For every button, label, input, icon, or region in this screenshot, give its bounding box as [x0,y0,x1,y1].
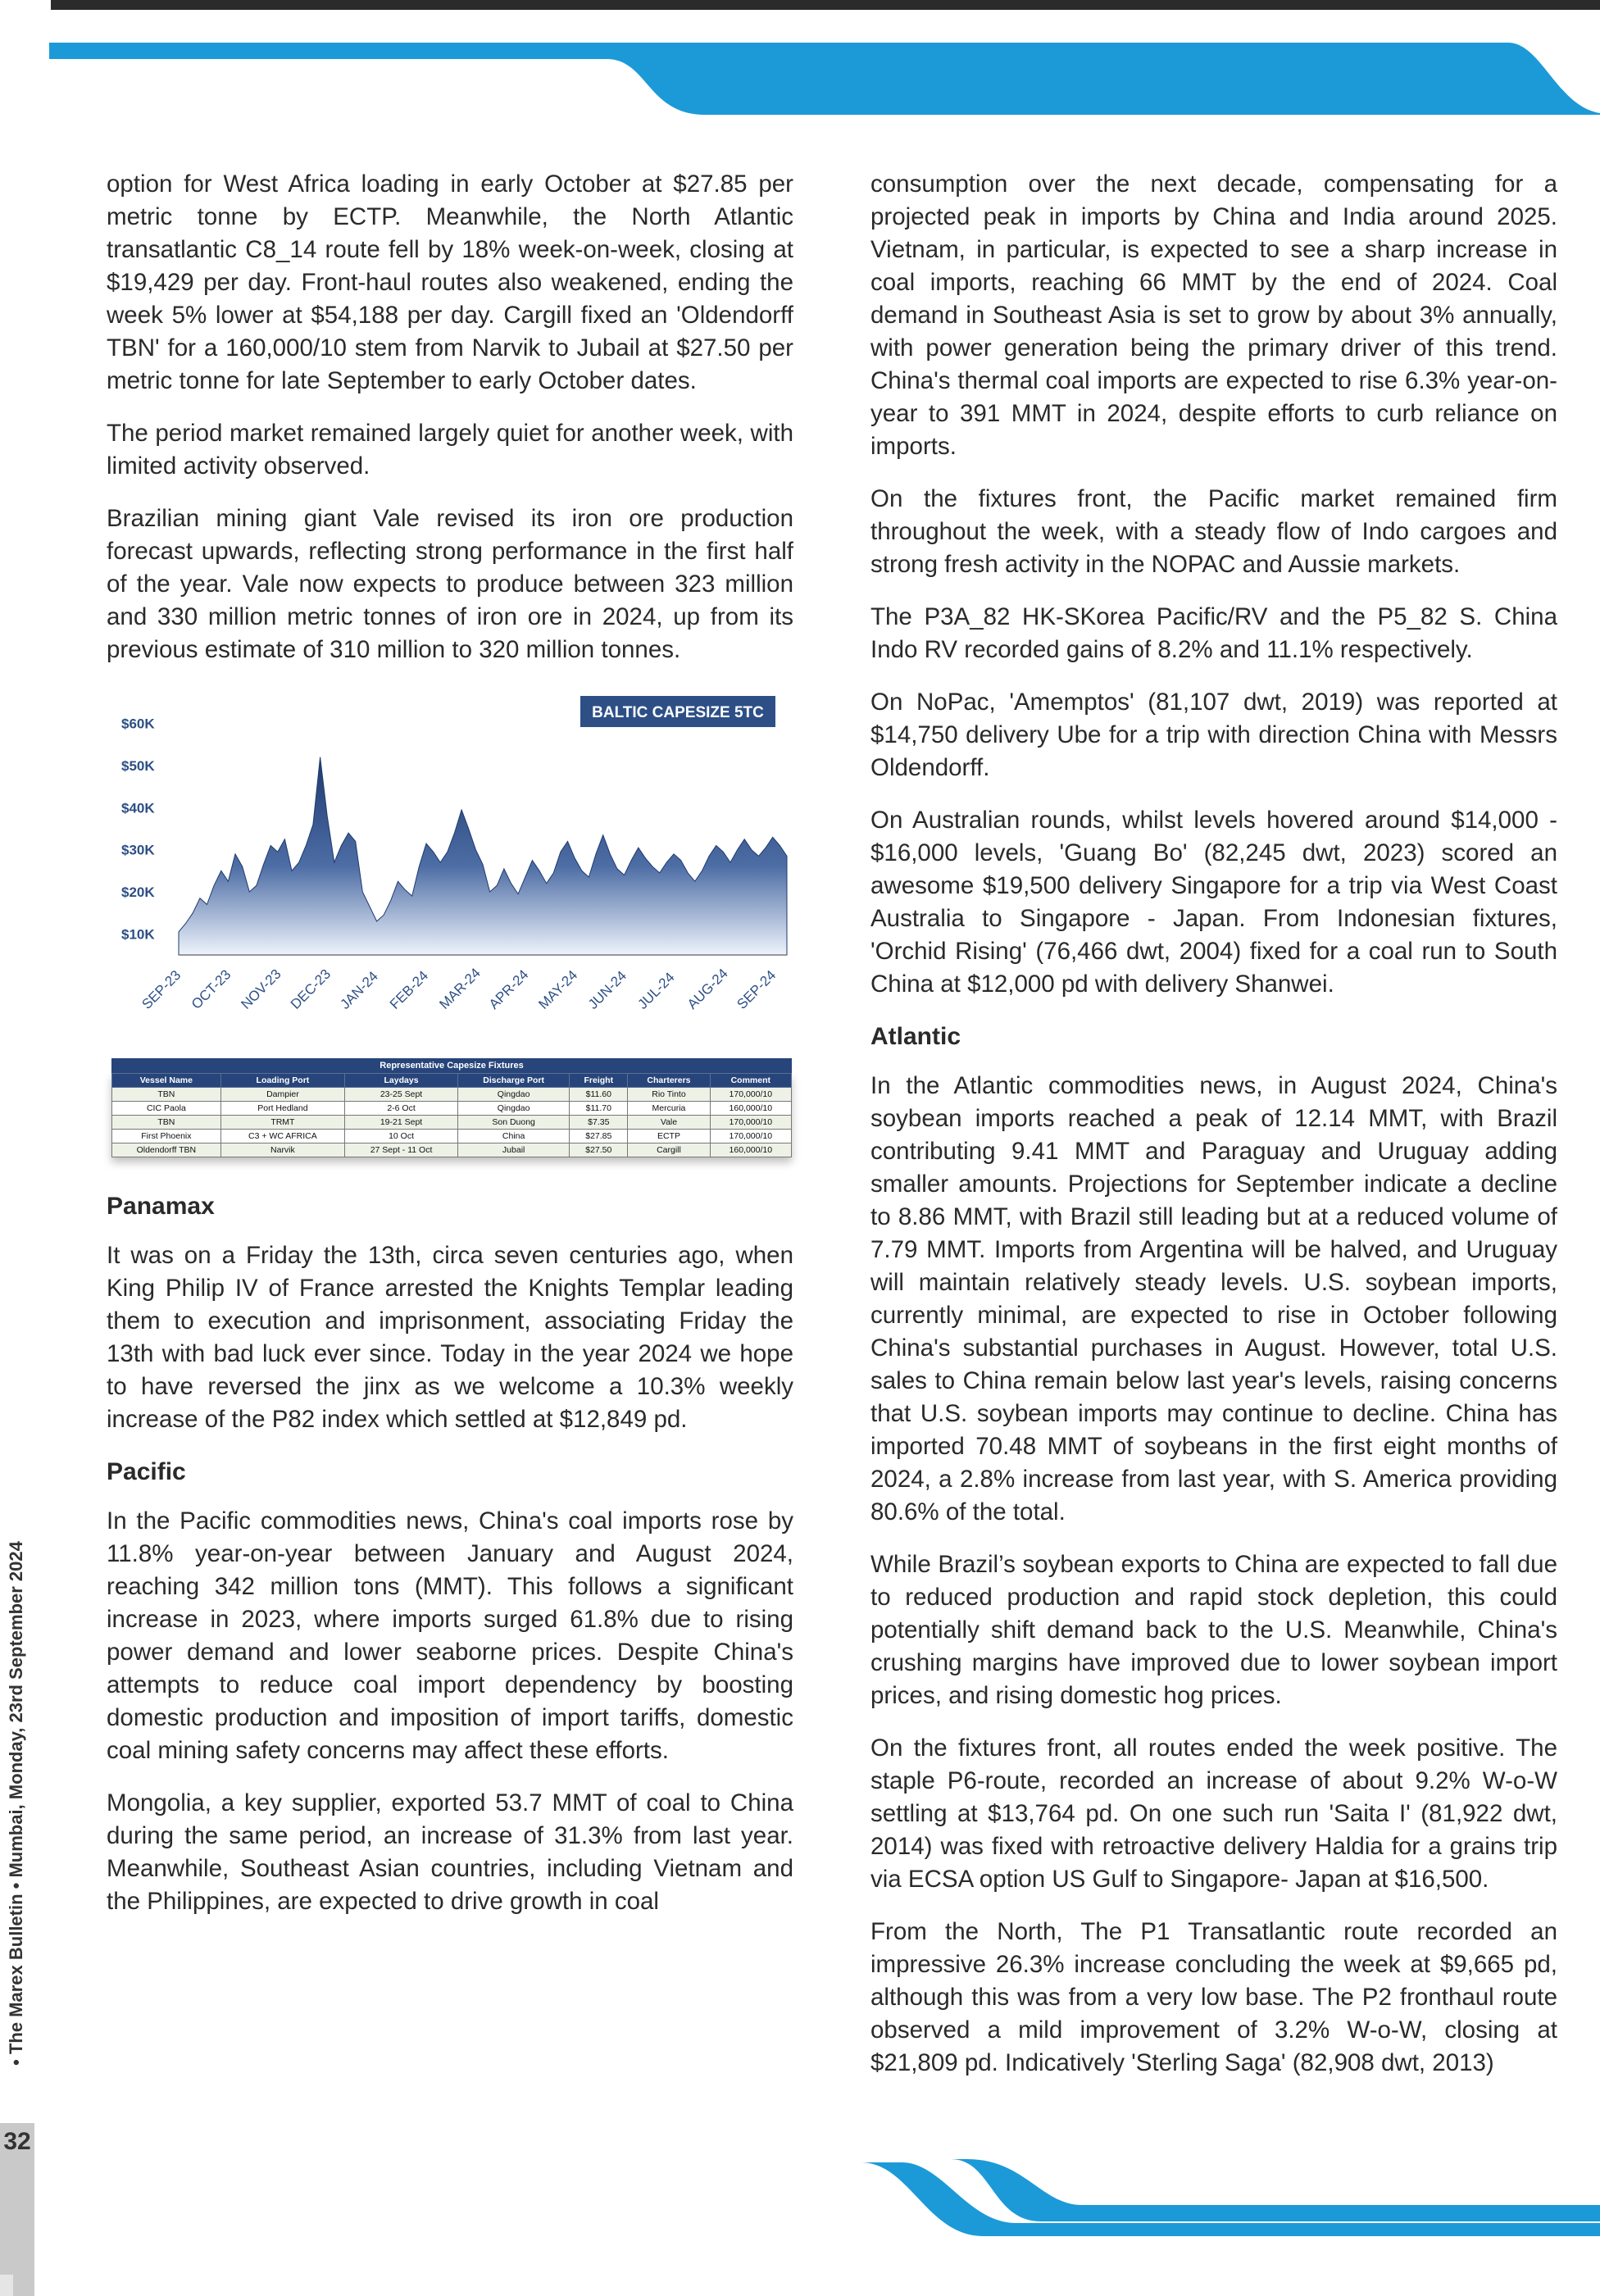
fixtures-cell: 160,000/10 [710,1143,791,1157]
side-publication-line [0,1475,33,2131]
fixtures-cell: Jubail [458,1143,570,1157]
left-paragraph-3: Brazilian mining giant Vale revised its iron ore production forecast upwards, reflecting strong performance in the first half of the year. Vale now expects to produce between 323 million and 330 million metric tonnes of iron ore in 2024, up from its previous estimate of 310 million to 320 million tonnes. [107,505,793,663]
fixtures-cell: TBN [112,1088,221,1102]
fixtures-cell: 170,000/10 [710,1116,791,1130]
x-tick-label: OCT-23 [188,966,234,1012]
fixtures-cell: CIC Paola [112,1102,221,1116]
fixtures-caption: Representative Capesize Fixtures [111,1058,792,1073]
chart-area-series [179,757,787,955]
fixtures-cell: Narvik [220,1143,344,1157]
y-tick-label: $20K [121,884,155,900]
x-tick-label: SEP-23 [139,966,184,1012]
fixtures-cell: Cargill [628,1143,710,1157]
right-paragraph-6: In the Atlantic commodities news, in August 2024, China's soybean imports reached a peak of 12.14 MMT, with Brazil contributing 9.41 MMT and Paraguay and Uruguay adding smaller amounts. Projections for September indicate a decline to 8.86 MMT, with Brazil still leading but at a reduced volume of 7.79 MMT. Imports from Argentina will be halved, and Uruguay will maintain relatively steady levels. U.S. soybean imports, currently minimal, are expected to rise in October following China's substantial purchases in August. However, total U.S. sales to China remain below last year's levels, raising concerns that U.S. soybean imports may continue to decline. China has imported 70.48 MMT of soybeans in the first eight months of 2024, a 2.8% increase from last year, with S. America providing 80.6% of the total. [870,1072,1557,1525]
fixtures-cell: 19-21 Sept [345,1116,458,1130]
right-paragraph-2: On the fixtures front, the Pacific market remained firm throughout the week, with a steady flow of Indo cargoes and strong fresh activity in the NOPAC and Aussie markets. [870,485,1557,578]
capesize-fixtures-table [111,1058,792,1157]
right-paragraph-7: While Brazil’s soybean exports to China are expected to fall due to reduced production and rapid stock depletion, this could potentially shift demand back to the U.S. Meanwhile, China's crushing margins have improved due to lower soybean import prices, and rising domestic hog prices. [870,1551,1557,1709]
left-paragraph-2: The period market remained largely quiet for another week, with limited activity observed. [107,420,793,480]
fixtures-cell: $11.60 [570,1088,628,1102]
fixtures-cell: Qingdao [458,1088,570,1102]
page-number: 32 [3,2128,31,2155]
left-paragraph-6: Mongolia, a key supplier, exported 53.7 MMT of coal to China during the same period, an increase of 31.3% from last year. Meanwhile, Southeast Asian countries, including Vietnam and the Philippines, are expected to drive growth in coal [107,1789,793,1915]
right-paragraph-8: On the fixtures front, all routes ended the week positive. The staple P6-route, recorded an increase of about 9.2% W-o-W settling at $13,764 pd. On one such run 'Saita I' (81,922 dwt, 2014) was fixed with retroactive delivery Haldia for a grains trip via ECSA option US Gulf to Singapore- Japan at $16,500. [870,1735,1557,1893]
publication-info: • The Marex Bulletin • Mumbai, Monday, 23rd September 2024 [6,1541,26,2066]
fixtures-header-cell: Vessel Name [112,1074,221,1088]
fixtures-cell: Mercuria [628,1102,710,1116]
fixtures-cell: C3 + WC AFRICA [220,1130,344,1143]
x-tick-label: DEC-23 [287,966,334,1012]
fixtures-cell: ECTP [628,1130,710,1143]
fixtures-cell: Vale [628,1116,710,1130]
right-paragraph-1: consumption over the next decade, compensating for a projected peak in imports by China and India around 2025. Vietnam, in particular, is expected to see a sharp increase in coal imports, reaching 66 MMT by the end of 2024. Coal demand in Southeast Asia is set to grow by about 3% annually, with power generation being the primary driver of this trend. China's thermal coal imports are expected to rise 6.3% year-on-year to 391 MMT in 2024, despite efforts to curb reliance on imports. [870,170,1557,460]
right-column [870,168,1557,2099]
fixtures-cell: Qingdao [458,1102,570,1116]
fixtures-header-cell: Comment [710,1074,791,1088]
fixtures-header-cell: Laydays [345,1074,458,1088]
x-tick-label: JUN-24 [584,967,630,1012]
x-tick-label: MAY-24 [535,966,581,1012]
fixtures-header-cell: Loading Port [220,1074,344,1088]
panamax-heading: Panamax [107,1193,215,1220]
fixtures-cell: TRMT [220,1116,344,1130]
fixtures-cell: 2-6 Oct [345,1102,458,1116]
fixtures-header-cell: Freight [570,1074,628,1088]
x-tick-label: MAR-24 [436,965,484,1012]
x-tick-label: APR-24 [485,966,532,1012]
fixtures-cell: $7.35 [570,1116,628,1130]
fixtures-cell: 23-25 Sept [345,1088,458,1102]
y-tick-label: $40K [121,800,155,816]
x-tick-label: AUG-24 [684,965,731,1012]
fixtures-cell: $27.85 [570,1130,628,1143]
y-tick-label: $10K [121,926,155,943]
left-paragraph-5: In the Pacific commodities news, China's coal imports rose by 11.8% year-on-year between January and August 2024, reaching 342 million tons (MMT). This follows a significant increase in 2023, where imports surged 61.8% due to rising power demand and lower seaborne prices. Despite China's attempts to reduce coal import dependency by boosting domestic production and imposition of import tariffs, domestic coal mining safety concerns may affect these efforts. [107,1507,793,1764]
pacific-heading: Pacific [107,1458,186,1485]
left-paragraph-4: It was on a Friday the 13th, circa seven centuries ago, when King Philip IV of France arrested the Knights Templar leading them to execution and imprisonment, associating Friday the 13th with bad luck ever since. Today in the year 2024 we hope to have reversed the jinx as we welcome a 10.3% weekly increase of the P82 index which settled at $12,849 pd. [107,1242,793,1433]
fixtures-cell: Oldendorff TBN [112,1143,221,1157]
x-tick-label: FEB-24 [386,967,432,1012]
right-paragraph-4: On NoPac, 'Amemptos' (81,107 dwt, 2019) was reported at $14,750 delivery Ube for a trip with direction China with Messrs Oldendorff. [870,689,1557,781]
fixtures-cell: Rio Tinto [628,1088,710,1102]
fixtures-cell: 170,000/10 [710,1088,791,1102]
fixtures-cell: First Phoenix [112,1130,221,1143]
fixtures-cell: $11.70 [570,1102,628,1116]
x-tick-label: JAN-24 [337,968,381,1012]
fixtures-cell: 170,000/10 [710,1130,791,1143]
chart-svg [107,686,793,1030]
chart-title: BALTIC CAPESIZE 5TC [592,704,764,721]
atlantic-heading: Atlantic [870,1023,961,1050]
baltic-capesize-chart [107,686,793,1030]
fixtures-row [112,1116,792,1130]
y-tick-label: $60K [121,716,155,732]
fixtures-cell: 160,000/10 [710,1102,791,1116]
fixtures-row [112,1102,792,1116]
fixtures-row [112,1143,792,1157]
corner-mark [0,2275,13,2296]
fixtures-cell: TBN [112,1116,221,1130]
fixtures-header-cell: Charterers [628,1074,710,1088]
right-paragraph-9: From the North, The P1 Transatlantic route recorded an impressive 26.3% increase concluding the week at $9,665 pd, although this was from a very low base. The P2 fronthaul route observed a mild improvement of 3.2% W-o-W, closing at $21,809 pd. Indicatively 'Sterling Saga' (82,908 dwt, 2013) [870,1918,1557,2076]
y-tick-label: $50K [121,758,155,774]
right-paragraph-5: On Australian rounds, whilst levels hovered around $14,000 - $16,000 levels, 'Guang Bo' (82,245 dwt, 2023) scored an awesome $19,500 delivery Singapore for a trip via West Coast Australia to Singapore - Japan. From Indonesian fixtures, 'Orchid Rising' (76,466 dwt, 2004) fixed for a coal run to South China at $12,000 pd with delivery Shanwei. [870,807,1557,998]
right-paragraph-3: The P3A_82 HK-SKorea Pacific/RV and the P5_82 S. China Indo RV recorded gains of 8.2% and 11.1% respectively. [870,603,1557,663]
fixtures-cell: 27 Sept - 11 Oct [345,1143,458,1157]
fixtures-row [112,1130,792,1143]
fixtures-cell: 10 Oct [345,1130,458,1143]
fixtures-header-cell: Discharge Port [458,1074,570,1088]
x-tick-label: NOV-23 [238,966,284,1012]
x-tick-label: SEP-24 [734,966,780,1012]
fixtures-cell: Port Hedland [220,1102,344,1116]
top-dark-bar [51,0,1600,10]
left-paragraph-1: option for West Africa loading in early October at $27.85 per metric tonne by ECTP. Meanwhile, the North Atlantic transatlantic C8_14 route fell by 18% week-on-week, closing at $19,429 per day. Front-haul routes also weakened, ending the week 5% lower at $54,188 per day. Cargill fixed an 'Oldendorff TBN' for a 160,000/10 stem from Narvik to Jubail at $27.50 per metric tonne for late September to early October dates. [107,170,793,394]
fixtures-cell: Son Duong [458,1116,570,1130]
y-tick-label: $30K [121,842,155,858]
header-wave-band [0,33,1600,123]
fixtures-cell: China [458,1130,570,1143]
fixtures-cell: Dampier [220,1088,344,1102]
fixtures-cell: $27.50 [570,1143,628,1157]
footer-wave-band [0,2148,1600,2246]
left-column [107,168,793,1938]
fixtures-row [112,1088,792,1102]
x-tick-label: JUL-24 [634,969,678,1012]
